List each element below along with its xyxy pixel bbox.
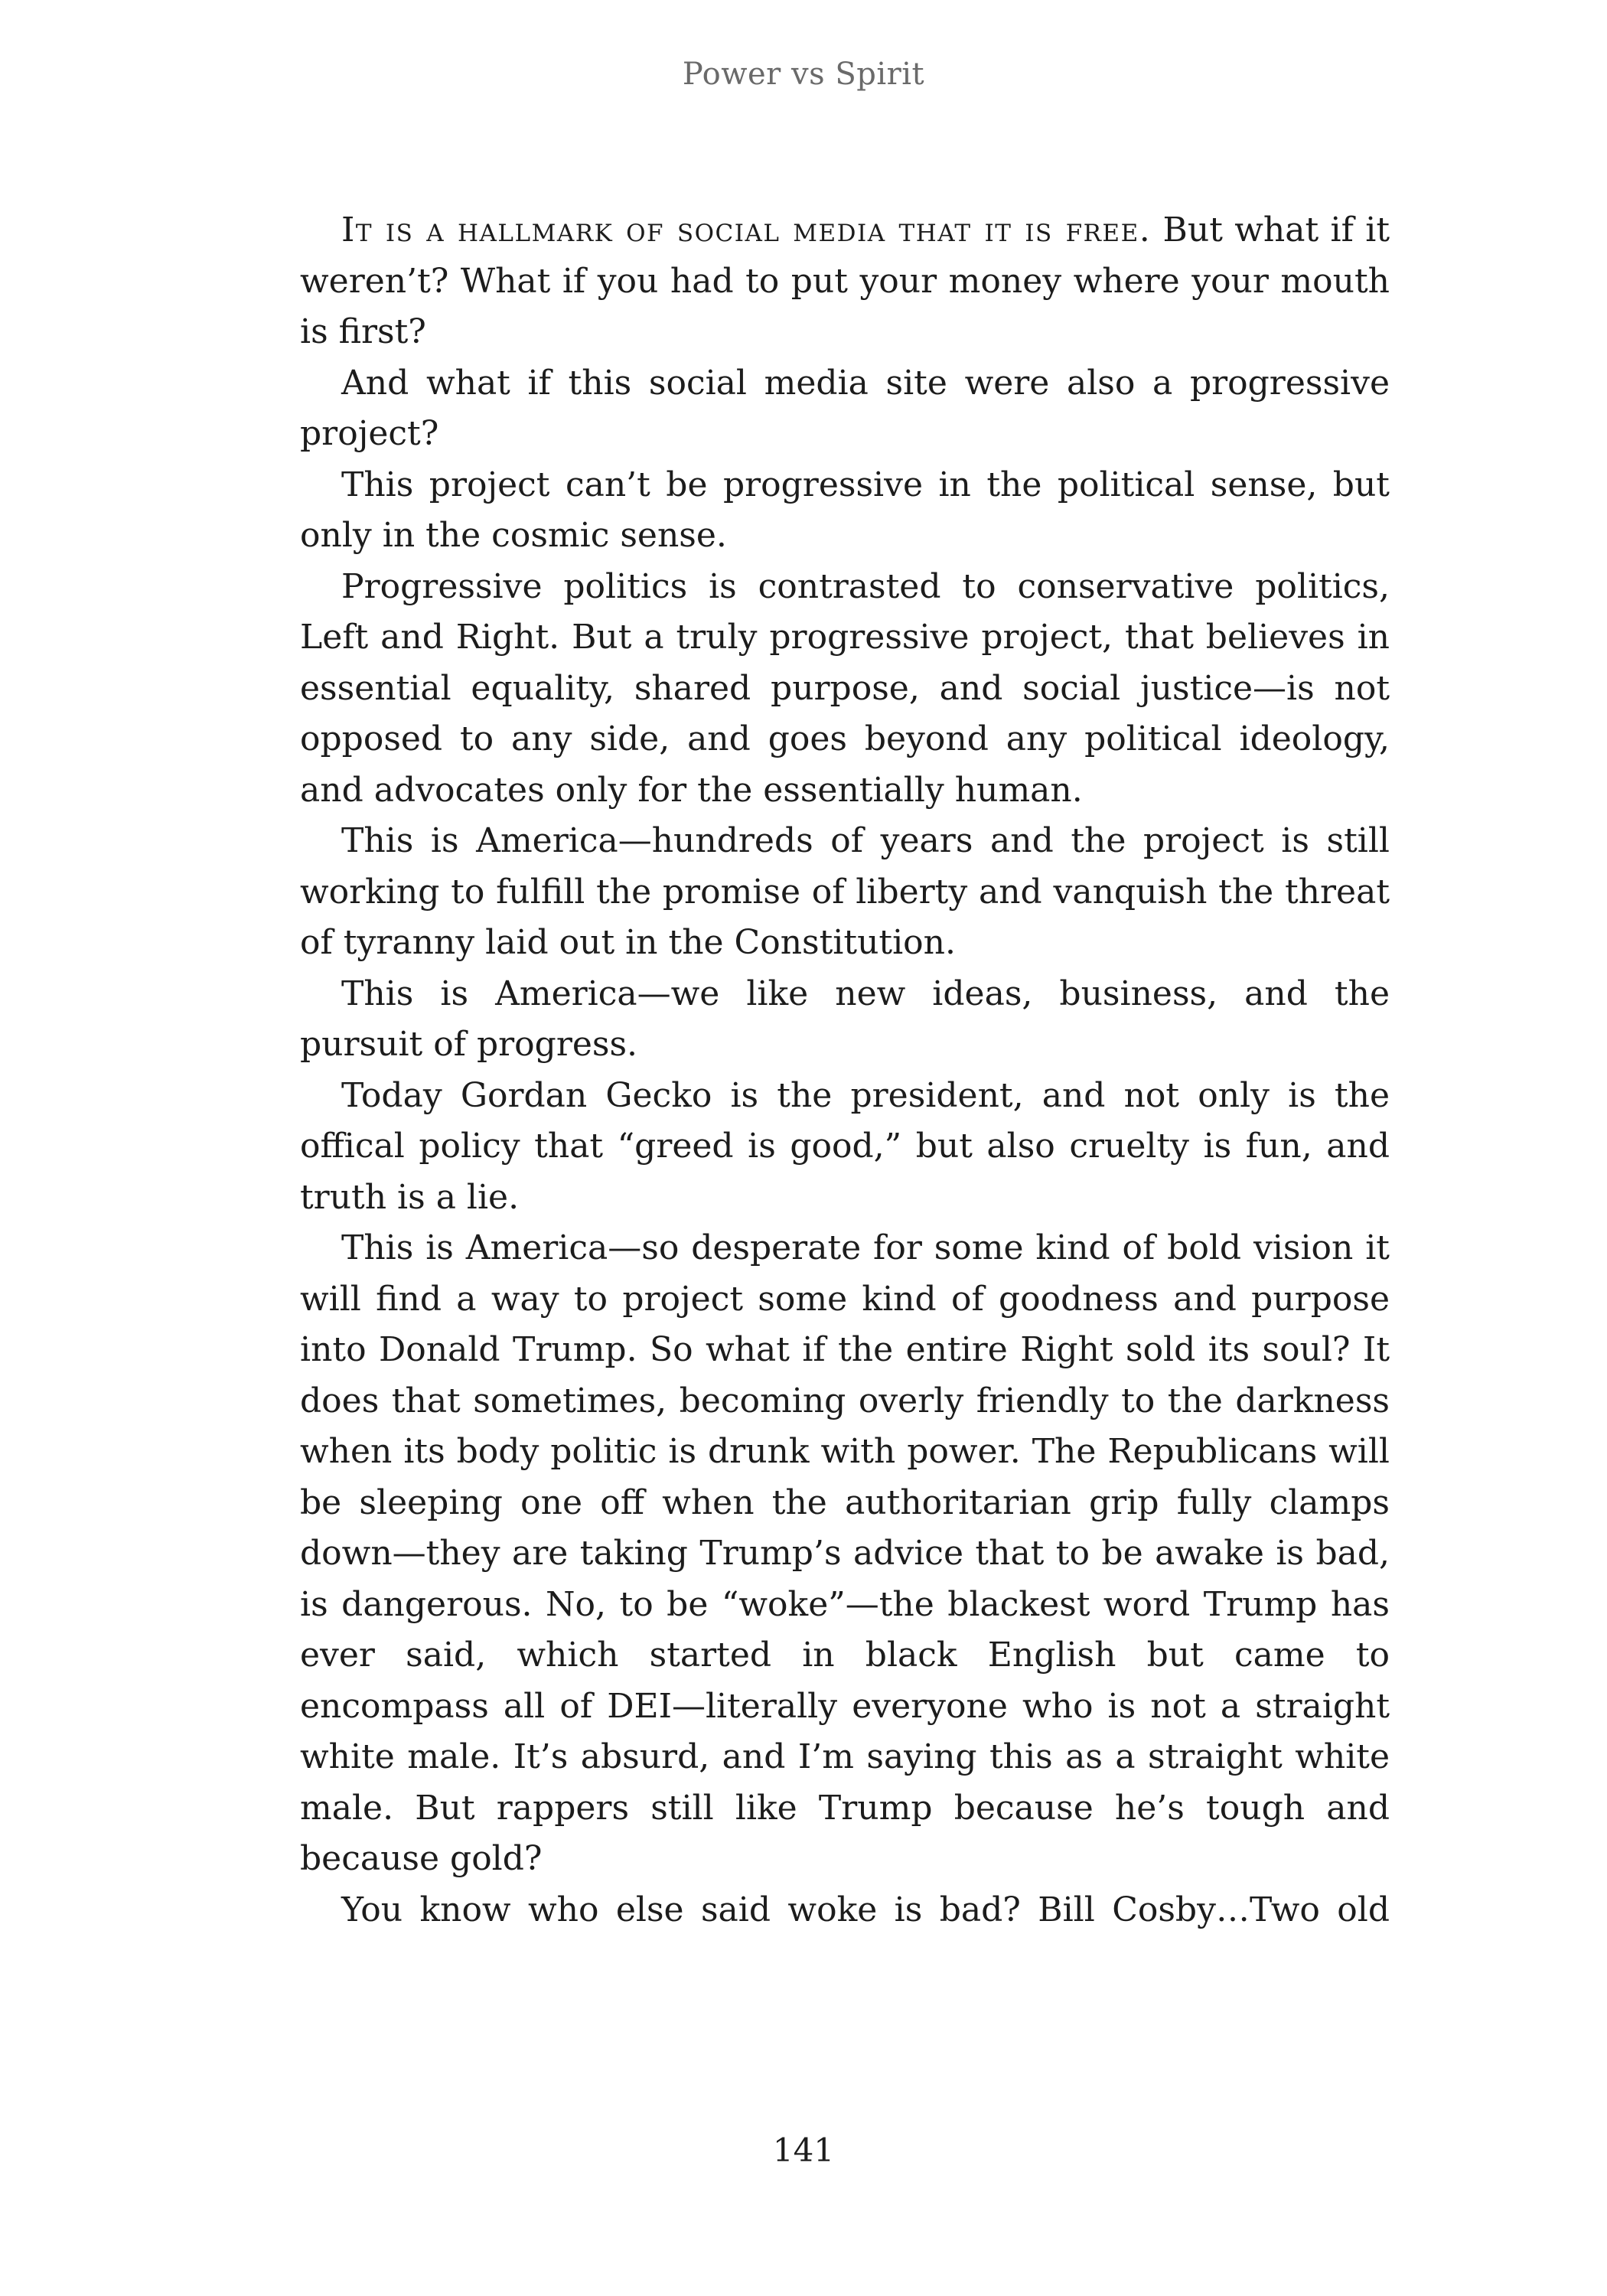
paragraph-1 <box>300 205 1390 358</box>
paragraph-2: And what if this social media site were also a progressive project? <box>300 363 1390 453</box>
paragraph-7: Today Gordan Gecko is the president, and not only is the offical policy that “greed is good,” but also cruelty is fun, and truth is a lie. <box>300 1075 1390 1217</box>
body-text <box>300 205 1390 1936</box>
paragraph-1-text: But what if it weren’t? What if you had to put your money where your mouth is first? <box>300 210 1390 351</box>
paragraph-4: Progressive politics is contrasted to conservative politics, Left and Right. But a truly progressive project, that believes in essential equality, shared purpose, and social justice—is not opposed to any side, and goes beyond any political ideology, and advocates only for the essentially human. <box>300 566 1390 810</box>
paragraph-5: This is America—hundreds of years and the project is still working to fulfill the promise of liberty and vanquish the threat of tyranny laid out in the Constitution. <box>300 821 1390 962</box>
page-number: 141 <box>772 2131 835 2169</box>
paragraph-6: This is America—we like new ideas, business, and the pursuit of progress. <box>300 974 1390 1064</box>
running-header: Power vs Spirit <box>682 57 925 92</box>
paragraph-3: This project can’t be progressive in the political sense, but only in the cosmic sense. <box>300 465 1390 555</box>
paragraph-9: You know who else said woke is bad? Bill Cosby…Two old <box>341 1890 1390 1929</box>
paragraph-8: This is America—so desperate for some kind of bold vision it will find a way to project some kind of goodness and purpose into Donald Trump. So what if the entire Right sold its soul? It does that sometimes, becoming overly friendly to the darkness when its body politic is drunk with power. The Republicans will be sleeping one off when the authoritarian grip fully clamps down—they are taking Trump’s advice that to be awake is bad, is dangerous. No, to be “woke”—the blackest word Trump has ever said, which started in black English but came to encompass all of DEI—literally everyone who is not a straight white male. It’s absurd, and I’m saying this as a straight white male. But rappers still like Trump because he’s tough and because gold? <box>300 1228 1390 1878</box>
opening-small-caps: It is a hallmark of social media that it is free. <box>341 210 1152 249</box>
